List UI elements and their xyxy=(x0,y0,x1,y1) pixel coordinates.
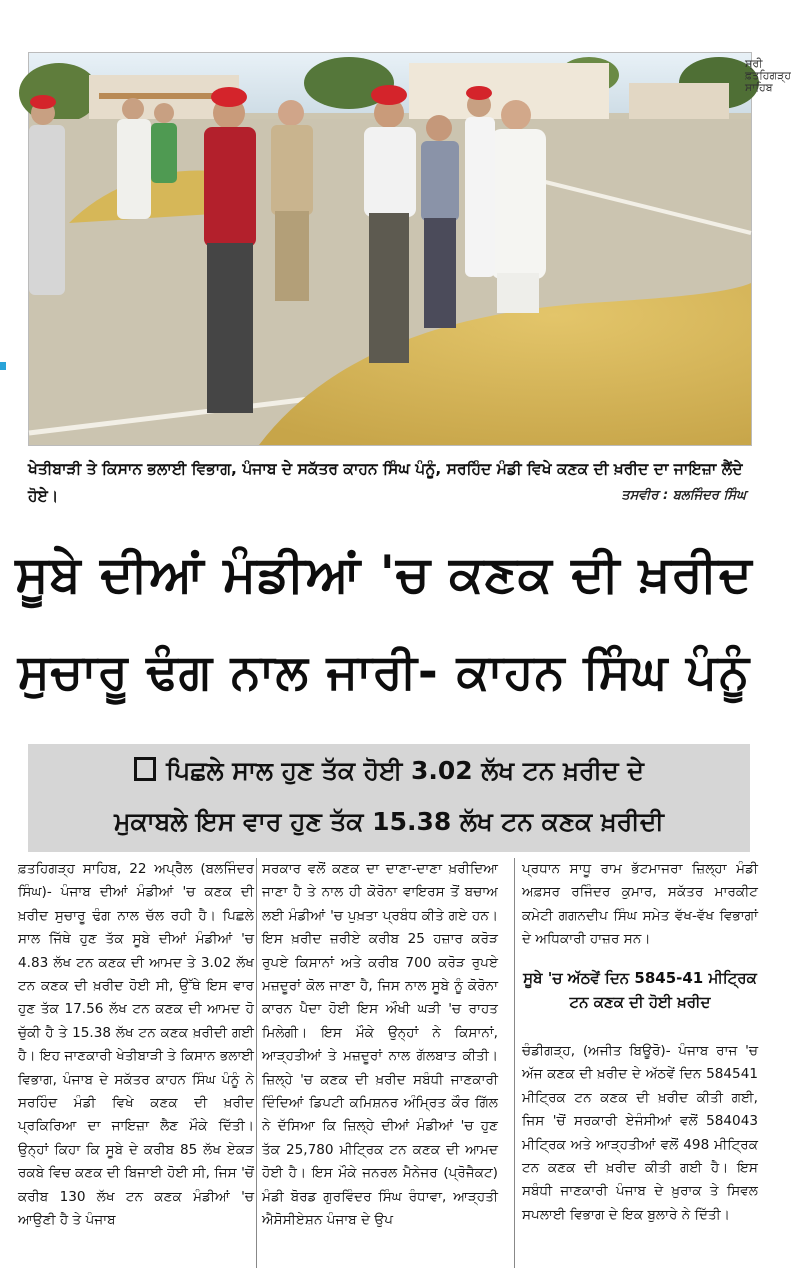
column-3-subheading: ਸੂਬੇ 'ਚ ਅੱਠਵੇਂ ਦਿਨ 5845-41 ਮੀਟ੍ਰਿਕ ਟਨ ਕਣਕ ਦੀ ਹੋਈ ਖ਼ਰੀਦ xyxy=(523,969,757,1011)
column-2-text: ਸਰਕਾਰ ਵਲੋਂ ਕਣਕ ਦਾ ਦਾਣਾ-ਦਾਣਾ ਖ਼ਰੀਦਿਆ ਜਾਣਾ ਹੈ ਤੇ ਨਾਲ ਹੀ ਕੋਰੋਨਾ ਵਾਇਰਸ ਤੋਂ ਬਚਾਅ ਲਈ ਮੰਡੀਆਂ 'ਚ ਪੁਖ਼ਤਾ ਪ੍ਰਬੰਧ ਕੀਤੇ ਗਏ ਹਨ। ਇਸ ਖ਼ਰੀਦ ਜ਼ਰੀਏ ਕਰੀਬ 25 ਹਜ਼ਾਰ ਕਰੋੜ ਰੁਪਏ ਕਿਸਾਨਾਂ ਅਤੇ ਕਰੀਬ 700 ਕਰੋੜ ਰੁਪਏ ਮਜ਼ਦੂਰਾਂ ਕੋਲ ਜਾਣਾ ਹੈ, ਜਿਸ ਨਾਲ ਸੂਬੇ ਨੂੰ ਕੋਰੋਨਾ ਕਾਰਨ ਪੈਦਾ ਹੋਈ ਇਸ ਔਖੀ ਘੜੀ 'ਚ ਰਾਹਤ ਮਿਲੇਗੀ। ਇਸ ਮੌਕੇ ਉਨ੍ਹਾਂ ਨੇ ਕਿਸਾਨਾਂ, ਆੜ੍ਹਤੀਆਂ ਤੇ ਮਜ਼ਦੂਰਾਂ ਨਾਲ ਗੱਲਬਾਤ ਕੀਤੀ। ਜ਼ਿਲ੍ਹੇ 'ਚ ਕਣਕ ਦੀ ਖ਼ਰੀਦ ਸਬੰਧੀ ਜਾਣਕਾਰੀ ਦਿੰਦਿਆਂ ਡਿਪਟੀ ਕਮਿਸ਼ਨਰ ਅੰਮ੍ਰਿਤ ਕੌਰ ਗਿੱਲ ਨੇ ਦੱਸਿਆ ਕਿ ਜ਼ਿਲ੍ਹੇ ਦੀਆਂ ਮੰਡੀਆਂ 'ਚ ਹੁਣ ਤੱਕ 25,780 ਮੀਟ੍ਰਿਕ ਟਨ ਕਣਕ ਦੀ ਆਮਦ ਹੋਈ ਹੈ। ਇਸ ਮੌਕੇ ਜਨਰਲ ਮੈਨੇਜਰ (ਪ੍ਰੋਜੈਕਟ) ਮੰਡੀ ਬੋਰਡ ਗੁਰਵਿੰਦਰ ਸਿੰਘ ਰੰਧਾਵਾ, ਆੜ੍ਹਤੀ ਐਸੋਸੀਏਸ਼ਨ ਪੰਜਾਬ ਦੇ ਉਪ xyxy=(262,861,498,1229)
article-column-2 xyxy=(262,858,498,1233)
article-column-3 xyxy=(522,858,758,952)
column-3-text-bottom: ਚੰਡੀਗੜ੍ਹ, (ਅਜੀਤ ਬਿਊਰੋ)- ਪੰਜਾਬ ਰਾਜ 'ਚ ਅੱਜ ਕਣਕ ਦੀ ਖ਼ਰੀਦ ਦੇ ਅੱਠਵੇਂ ਦਿਨ 584541 ਮੀਟ੍ਰਿਕ ਟਨ ਕਣਕ ਦੀ ਖ਼ਰੀਦ ਕੀਤੀ ਗਈ, ਜਿਸ 'ਚੋਂ ਸਰਕਾਰੀ ਏਜੰਸੀਆਂ ਵਲੋਂ 584043 ਮੀਟ੍ਰਿਕ ਅਤੇ ਆੜ੍ਹਤੀਆਂ ਵਲੋਂ 498 ਮੀਟ੍ਰਿਕ ਟਨ ਕਣਕ ਦੀ ਖ਼ਰੀਦ ਕੀਤੀ ਗਈ ਹੈ। ਇਸ ਸਬੰਧੀ ਜਾਣਕਾਰੀ ਪੰਜਾਬ ਦੇ ਖ਼ੁਰਾਕ ਤੇ ਸਿਵਲ ਸਪਲਾਈ ਵਿਭਾਗ ਦੇ ਇਕ ਬੁਲਾਰੇ ਨੇ ਦਿੱਤੀ। xyxy=(522,1043,758,1223)
margin-mark xyxy=(0,362,6,370)
headline-line-1: ਸੂਬੇ ਦੀਆਂ ਮੰਡੀਆਂ 'ਚ ਕਣਕ ਦੀ ਖ਼ਰੀਦ xyxy=(15,545,753,603)
article-column-3-bottom xyxy=(522,1040,758,1227)
news-photo xyxy=(28,52,752,446)
headline-line-2: ਸੁਚਾਰੂ ਢੰਗ ਨਾਲ ਜਾਰੀ- ਕਾਹਨ ਸਿੰਘ ਪੰਨੂੰ xyxy=(17,644,751,700)
subheadline-box xyxy=(28,744,750,852)
photo-illustration xyxy=(29,53,751,445)
photo-side-mark: ਸ੍ਰੀ ਫ਼ਤਹਿਗੜ੍ਹ ਸਾਹਿਬ xyxy=(745,57,791,94)
subheadline-line-2: ਮੁਕਾਬਲੇ ਇਸ ਵਾਰ ਹੁਣ ਤੱਕ 15.38 ਲੱਖ ਟਨ ਕਣਕ ਖ਼ਰੀਦੀ xyxy=(114,807,664,836)
column-divider xyxy=(256,858,257,1268)
photo-credit: ਤਸਵੀਰ : ਬਲਜਿੰਦਰ ਸਿੰਘ xyxy=(621,488,746,503)
column-1-text: ਫ਼ਤਹਿਗੜ੍ਹ ਸਾਹਿਬ, 22 ਅਪ੍ਰੈਲ (ਬਲਜਿੰਦਰ ਸਿੰਘ)- ਪੰਜਾਬ ਦੀਆਂ ਮੰਡੀਆਂ 'ਚ ਕਣਕ ਦੀ ਖ਼ਰੀਦ ਸੁਚਾਰੂ ਢੰਗ ਨਾਲ ਚੱਲ ਰਹੀ ਹੈ। ਪਿਛਲੇ ਸਾਲ ਜਿੱਥੇ ਹੁਣ ਤੱਕ ਸੂਬੇ ਦੀਆਂ ਮੰਡੀਆਂ 'ਚ 4.83 ਲੱਖ ਟਨ ਕਣਕ ਦੀ ਆਮਦ ਤੇ 3.02 ਲੱਖ ਟਨ ਕਣਕ ਦੀ ਖ਼ਰੀਦ ਹੋਈ ਸੀ, ਉੱਥੇ ਇਸ ਵਾਰ ਹੁਣ ਤੱਕ 17.56 ਲੱਖ ਟਨ ਕਣਕ ਦੀ ਆਮਦ ਹੋ ਚੁੱਕੀ ਹੈ ਤੇ 15.38 ਲੱਖ ਟਨ ਕਣਕ ਖ਼ਰੀਦੀ ਗਈ ਹੈ। ਇਹ ਜਾਣਕਾਰੀ ਖੇਤੀਬਾੜੀ ਤੇ ਕਿਸਾਨ ਭਲਾਈ ਵਿਭਾਗ, ਪੰਜਾਬ ਦੇ ਸਕੱਤਰ ਕਾਹਨ ਸਿੰਘ ਪੰਨੂੰ ਨੇ ਸਰਹਿੰਦ ਮੰਡੀ ਵਿਖੇ ਕਣਕ ਦੀ ਖ਼ਰੀਦ ਪ੍ਰਕਿਰਿਆ ਦਾ ਜਾਇਜ਼ਾ ਲੈਣ ਮੌਕੇ ਦਿੱਤੀ। ਉਨ੍ਹਾਂ ਕਿਹਾ ਕਿ ਸੂਬੇ ਦੇ ਕਰੀਬ 85 ਲੱਖ ਏਕੜ ਰਕਬੇ ਵਿਚ ਕਣਕ ਦੀ ਬਿਜਾਈ ਹੋਈ ਸੀ, ਜਿਸ 'ਚੋਂ ਕਰੀਬ 130 ਲੱਖ ਟਨ ਕਣਕ ਮੰਡੀਆਂ 'ਚ ਆਉਣੀ ਹੈ ਤੇ ਪੰਜਾਬ xyxy=(18,861,254,1229)
article-column-1 xyxy=(18,858,254,1233)
column-divider xyxy=(514,858,515,1268)
photo-caption: ਖੇਤੀਬਾੜੀ ਤੇ ਕਿਸਾਨ ਭਲਾਈ ਵਿਭਾਗ, ਪੰਜਾਬ ਦੇ ਸਕੱਤਰ ਕਾਹਨ ਸਿੰਘ ਪੰਨੂੰ, ਸਰਹਿੰਦ ਮੰਡੀ ਵਿਖੇ ਕਣਕ ਦੀ ਖ਼ਰੀਦ ਦਾ ਜਾਇਜ਼ਾ ਲੈਂਦੇ ਹੋਏ। xyxy=(28,460,743,505)
subheadline-line-1 xyxy=(28,756,750,786)
subheadline-text-1: ਪਿਛਲੇ ਸਾਲ ਹੁਣ ਤੱਕ ਹੋਈ 3.02 ਲੱਖ ਟਨ ਖ਼ਰੀਦ ਦੇ xyxy=(166,756,644,785)
square-bullet-icon xyxy=(134,757,156,781)
column-3-text-top: ਪ੍ਰਧਾਨ ਸਾਧੂ ਰਾਮ ਭੱਟਮਾਜਰਾ ਜ਼ਿਲ੍ਹਾ ਮੰਡੀ ਅਫ਼ਸਰ ਰਜਿੰਦਰ ਕੁਮਾਰ, ਸਕੱਤਰ ਮਾਰਕੀਟ ਕਮੇਟੀ ਗਗਨਦੀਪ ਸਿੰਘ ਸਮੇਤ ਵੱਖ-ਵੱਖ ਵਿਭਾਗਾਂ ਦੇ ਅਧਿਕਾਰੀ ਹਾਜ਼ਰ ਸਨ। xyxy=(522,861,758,948)
